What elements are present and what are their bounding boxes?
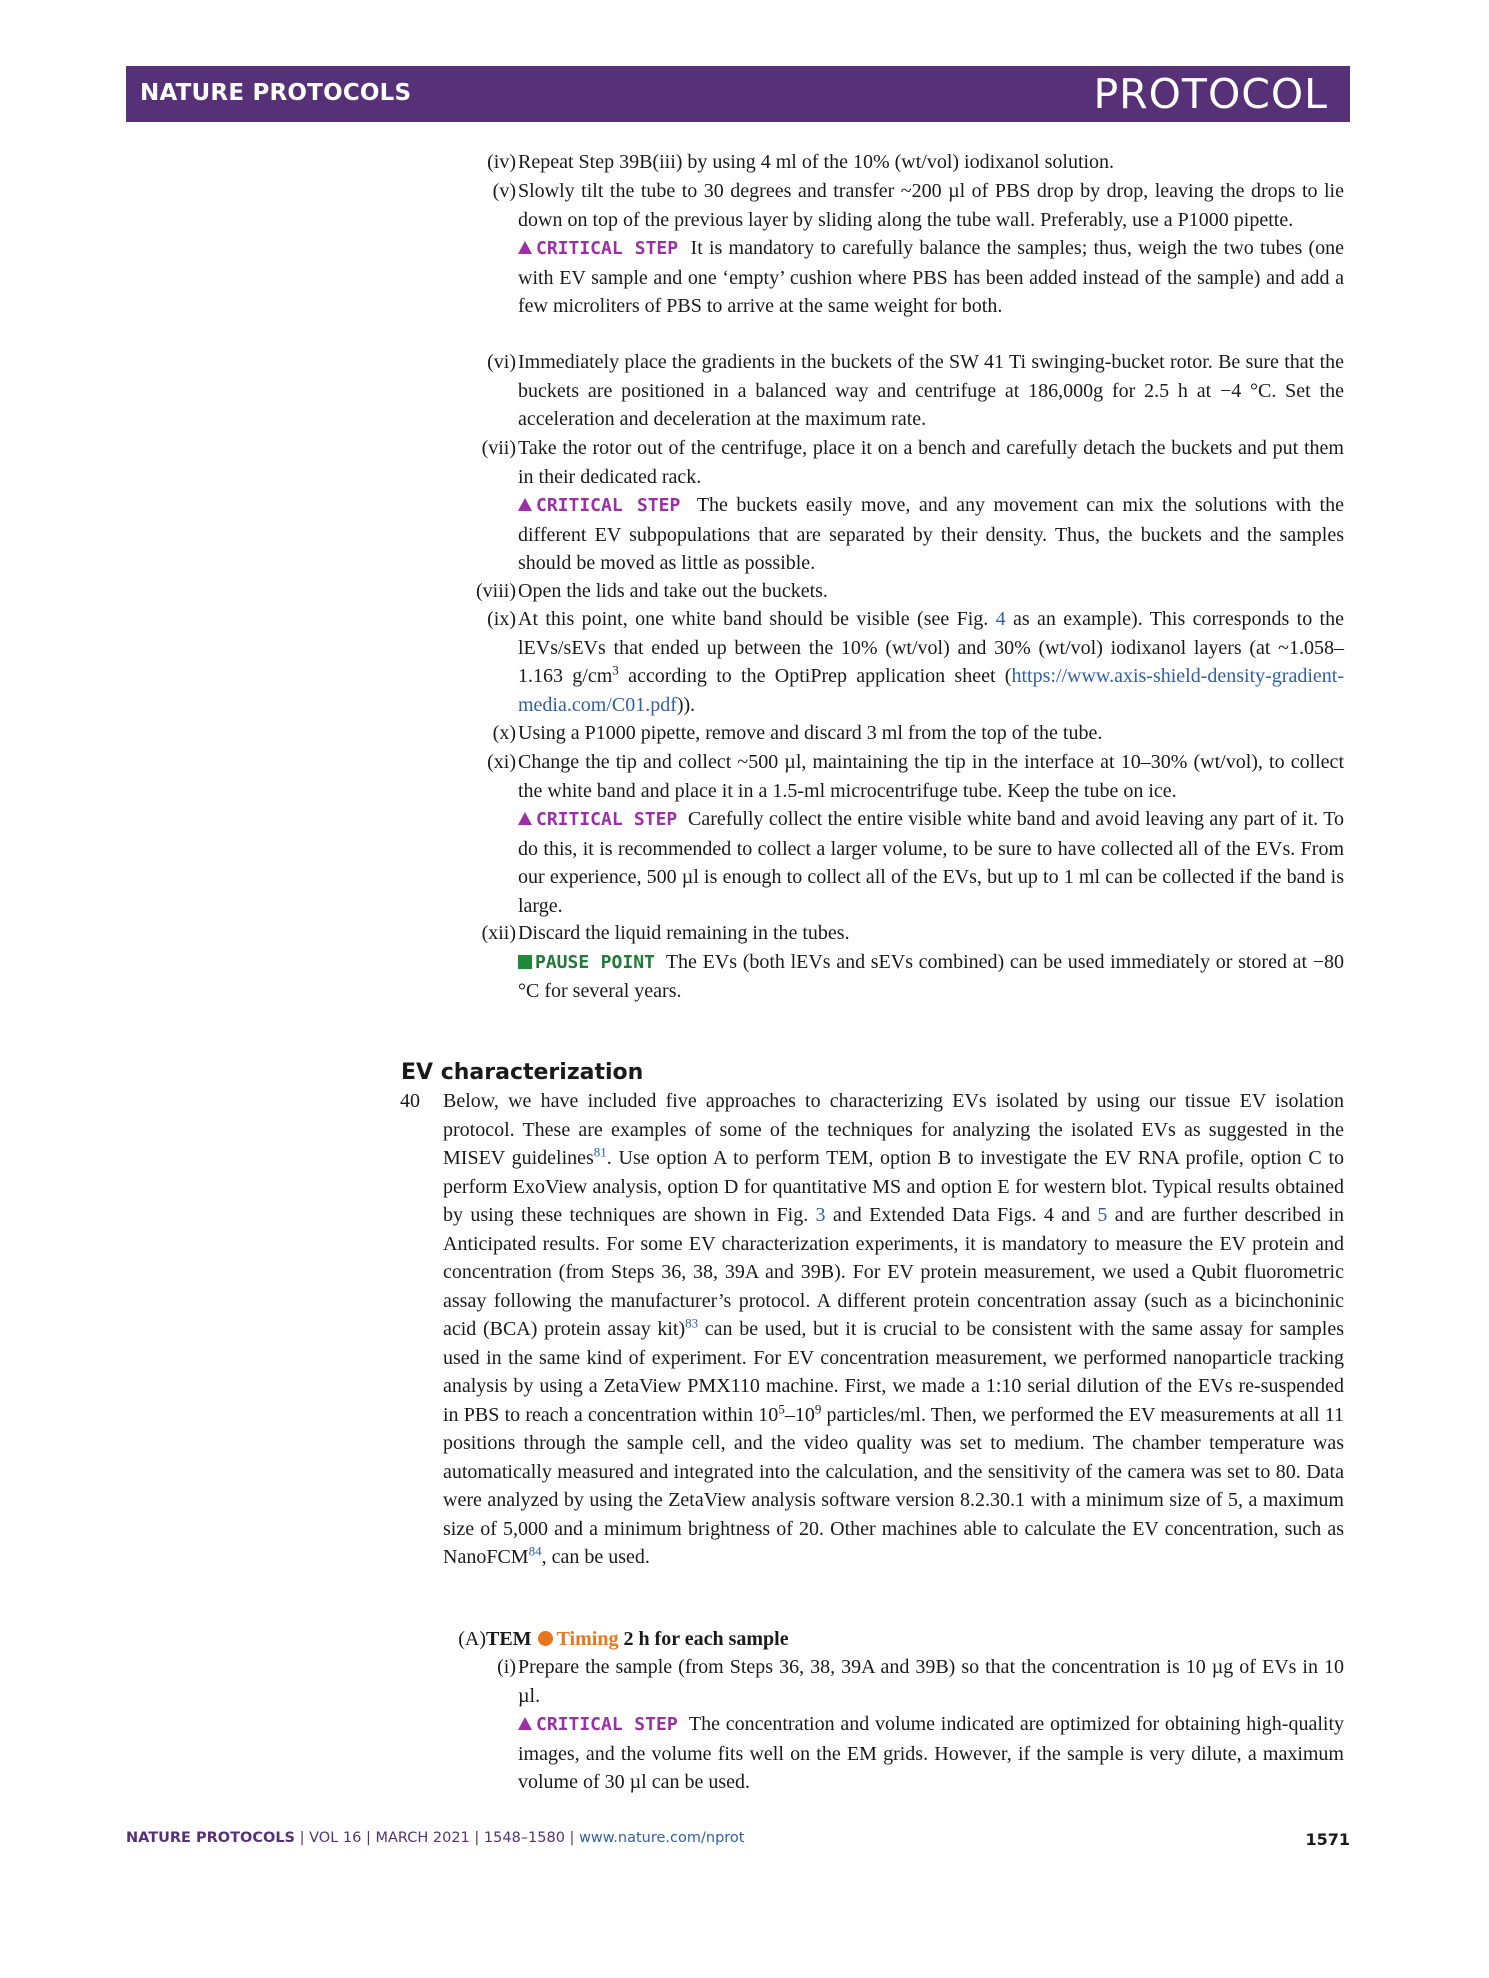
step-text: Discard the liquid remaining in the tubes. <box>518 922 850 944</box>
step-viii <box>518 577 1344 606</box>
option-a-title: TEM <box>486 1628 532 1650</box>
step-vii <box>518 434 1344 578</box>
footer: NATURE PROTOCOLS | VOL 16 | MARCH 2021 | 1548–1580 | www.nature.com/nprot 1571 <box>126 1830 1350 1849</box>
figure-link[interactable]: 3 <box>815 1204 826 1226</box>
footer-pages: 1548–1580 <box>483 1830 565 1846</box>
pause-point-label: PAUSE POINT <box>535 951 655 973</box>
step-number: (xii) <box>481 922 516 944</box>
reference-link[interactable]: 84 <box>528 1543 542 1559</box>
step-number: (i) <box>497 1656 516 1678</box>
option-a-step-i <box>518 1653 1344 1797</box>
step-text: Change the tip and collect ~500 µl, maintaining the tip in the interface at 10–30% (wt/vol), to collect the white band and place it in a 1.5-ml microcentrifuge tube. Keep the tube on ice. <box>518 751 1344 802</box>
step-number: (viii) <box>476 580 516 602</box>
critical-step-label: CRITICAL STEP <box>536 238 679 259</box>
step-xii <box>518 919 1344 1006</box>
step-text: Immediately place the gradients in the buckets of the SW 41 Ti swinging-bucket rotor. Be sure that the buckets are positioned in a balanced way and centrifuge at 186,000g for 2.5 h at −4 °C. Set the acceleration and deceleration at the maximum rate. <box>518 351 1344 430</box>
critical-triangle-icon <box>518 498 532 511</box>
optiprep-link[interactable]: https://www.axis-shield-density-gradient-media.com/C01.pdf <box>518 665 1344 716</box>
critical-step-text: Carefully collect the entire visible white band and avoid leaving any part of it. To do this, it is recommended to collect a larger volume, to be sure to have collected all of the EVs. From our experience, 500 µl is enough to collect all of the EVs, but up to 1 ml can be collected if the band is large. <box>518 808 1345 917</box>
figure-link[interactable]: 4 <box>995 608 1006 630</box>
reference-link[interactable]: 81 <box>593 1144 607 1160</box>
critical-step-text: The buckets easily move, and any movement can mix the solutions with the different EV subpopulations that are separated by their density. Thus, the buckets and the samples should be moved as little as possible. <box>518 494 1344 574</box>
step-v <box>518 177 1344 321</box>
step-number: (v) <box>492 180 516 202</box>
critical-triangle-icon <box>518 1717 532 1730</box>
footer-date: MARCH 2021 <box>375 1830 470 1846</box>
step-text: Prepare the sample (from Steps 36, 38, 39A and 39B) so that the concentration is 10 µg of EVs in 10 µl. <box>518 1656 1344 1707</box>
option-a-number: (A) <box>458 1628 486 1650</box>
step-vi <box>518 348 1344 434</box>
reference-link[interactable]: 83 <box>685 1315 699 1331</box>
critical-step-label: CRITICAL STEP <box>536 495 681 516</box>
step-text: Open the lids and take out the buckets. <box>518 580 828 602</box>
step-40-number: 40 <box>400 1090 420 1112</box>
section-title: EV characterization <box>401 1060 644 1085</box>
step-number: (vi) <box>487 351 516 373</box>
figure-link[interactable]: 5 <box>1097 1204 1108 1226</box>
footer-url[interactable]: www.nature.com/nprot <box>579 1830 745 1846</box>
timing-clock-icon <box>538 1631 553 1646</box>
footer-journal: NATURE PROTOCOLS <box>126 1830 296 1846</box>
critical-step-label: CRITICAL STEP <box>536 1714 678 1735</box>
footer-volume: VOL 16 <box>309 1830 362 1846</box>
step-text: Repeat Step 39B(iii) by using 4 ml of the 10% (wt/vol) iodixanol solution. <box>518 151 1115 173</box>
step-ix <box>518 605 1344 719</box>
critical-step-text: The concentration and volume indicated are optimized for obtaining high-quality images, and the volume fits well on the EM grids. However, if the sample is very dilute, a maximum volume of 30 µl can be used. <box>518 1713 1345 1793</box>
page-number: 1571 <box>1305 1830 1350 1849</box>
step-text: Slowly tilt the tube to 30 degrees and transfer ~200 µl of PBS drop by drop, leaving the drops to lie down on top of the previous layer by sliding along the tube wall. Preferably, use a P1000 pipette. <box>518 180 1344 231</box>
critical-step-note <box>518 1710 1344 1797</box>
step-x <box>518 719 1344 748</box>
timing-label: Timing <box>556 1628 619 1650</box>
step-40 <box>443 1087 1344 1572</box>
header-banner <box>126 66 1350 122</box>
option-a-heading <box>486 1625 1344 1654</box>
step-iv <box>518 148 1344 177</box>
step-text: Using a P1000 pipette, remove and discard 3 ml from the top of the tube. <box>518 722 1103 744</box>
journal-name: NATURE PROTOCOLS <box>140 80 412 106</box>
critical-step-text: It is mandatory to carefully balance the samples; thus, weigh the two tubes (one with EV sample and one ‘empty’ cushion where PBS has been added instead of the sample) and add a few microliters of PBS to arrive at the same weight for both. <box>518 237 1344 317</box>
critical-triangle-icon <box>518 241 532 254</box>
article-type: PROTOCOL <box>1093 70 1328 118</box>
step-number: (xi) <box>487 751 516 773</box>
step-number: (x) <box>492 722 516 744</box>
critical-step-note <box>518 234 1344 321</box>
step-text: Take the rotor out of the centrifuge, place it on a bench and carefully detach the buckets and put them in their dedicated rack. <box>518 437 1344 488</box>
critical-triangle-icon <box>518 812 532 825</box>
critical-step-note <box>518 805 1344 920</box>
critical-step-label: CRITICAL STEP <box>536 809 678 830</box>
timing-value: 2 h for each sample <box>623 1628 789 1650</box>
step-number: (iv) <box>487 151 516 173</box>
step-number: (ix) <box>487 608 516 630</box>
pause-point-text: The EVs (both lEVs and sEVs combined) can be used immediately or stored at −80 °C for several years. <box>518 950 1344 1002</box>
step-text: At this point, one white band should be visible (see Fig. 4 as an example). This corresponds to the lEVs/sEVs that ended up between the 10% (wt/vol) and 30% (wt/vol) iodixanol layers (at ~1.058–1.163 $g/cm^3$ according to the OptiPrep application sheet (https://www.axis-shield-density-gradient-media.com/C01.pdf)). <box>518 608 1344 716</box>
step-40-text: Below, we have included five approaches to characterizing EVs isolated by using our tissue EV isolation protocol. These are examples of some of the techniques for analyzing the isolated EVs as suggested in the MISEV guidelines$^{81}$. Use option A to perform TEM, option B to investigate the EV RNA profile, option C to perform ExoView analysis, option D for quantitative MS and option E for western blot. Typical results obtained by using these techniques are shown in Fig. 3 and Extended Data Figs. 4 and 5 and are further described in Anticipated results. For some EV characterization experiments, it is mandatory to measure the EV protein and concentration (from Steps 36, 38, 39A and 39B). For EV protein measurement, we used a Qubit fluorometric assay following the manufacturer’s protocol. A different protein concentration assay (such as a bicinchoninic acid (BCA) protein assay kit)$^{83}$ can be used, but it is crucial to be consistent with the same assay for samples used in the same kind of experiment. For EV concentration measurement, we performed nanoparticle tracking analysis by using a ZetaView PMX110 machine. First, we made a 1:10 serial dilution of the EVs re-suspended in PBS to reach a concentration within $10^5-10^9$ particles/ml. Then, we performed the EV measurements at all 11 positions through the sample cell, and the video quality was set to medium. The chamber temperature was automatically measured and integrated into the calculation, and the sensitivity of the camera was set to 80. Data were analyzed by using the ZetaView analysis software version 8.2.30.1 with a minimum size of 5, a maximum size of 5,000 and a minimum brightness of 20. Other machines able to calculate the EV concentration, such as NanoFCM$^{84}$, can be used. <box>443 1090 1345 1568</box>
critical-step-note <box>518 491 1344 578</box>
step-number: (vii) <box>481 437 516 459</box>
pause-point-note <box>518 948 1344 1006</box>
pause-square-icon <box>518 955 532 969</box>
step-xi <box>518 748 1344 920</box>
